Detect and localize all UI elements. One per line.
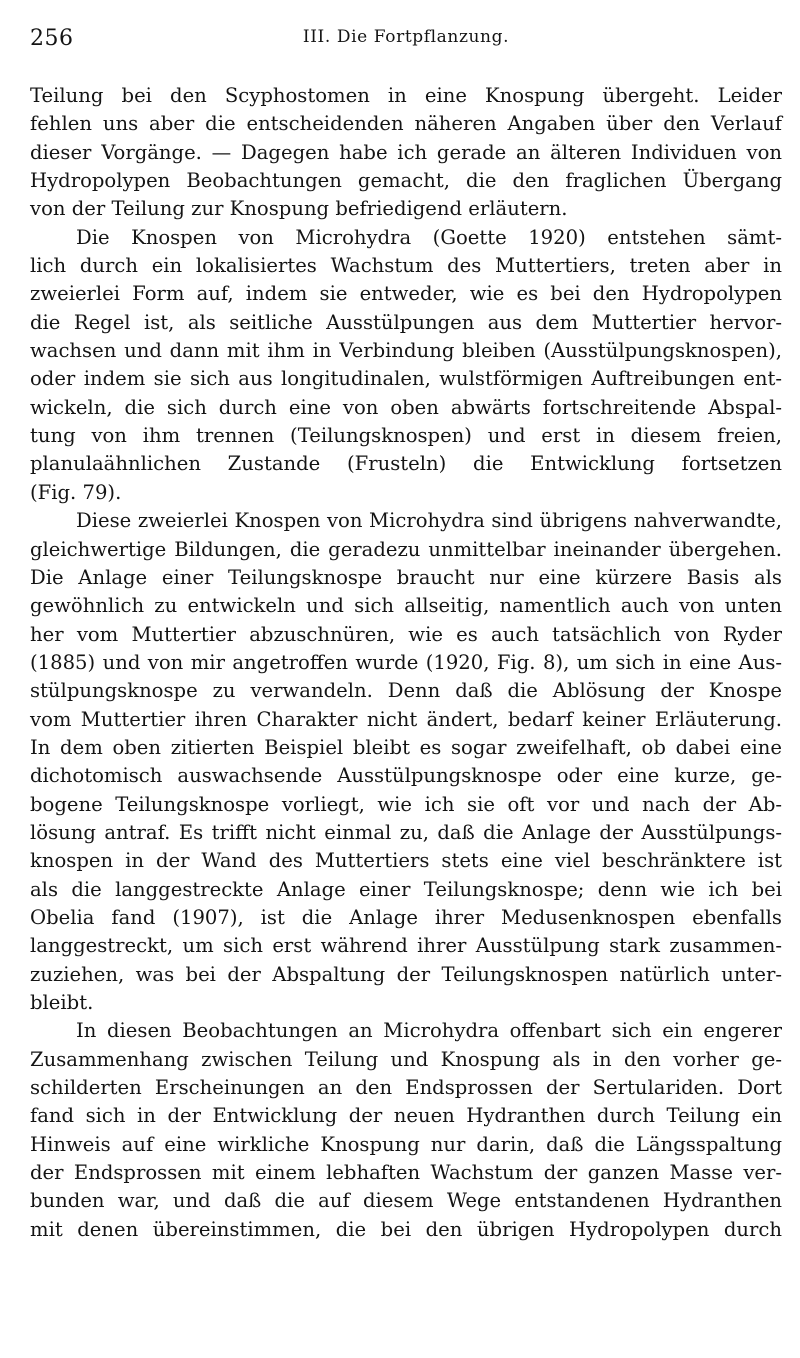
text-line: von der Teilung zur Knospung befriedigend erläutern. [30, 197, 568, 221]
text-line: Hydropolypen Beobachtungen gemacht, die den fraglichen Übergang [30, 169, 782, 193]
text-line: In diesen Beobachtungen an Microhydra offenbart sich ein engerer [76, 1019, 782, 1043]
text-line: langgestreckt, um sich erst während ihrer Ausstülpung stark zusammen- [30, 934, 782, 958]
text-line: Teilung bei den Scyphostomen in eine Knospung übergeht. Leider [30, 84, 782, 107]
text-line: her vom Muttertier abzuschnüren, wie es auch tatsächlich von Ryder [30, 622, 782, 646]
text-line: tung von ihm trennen (Teilungsknospen) und erst in diesem freien, [30, 424, 782, 448]
text-line: vom Muttertier ihren Charakter nicht ändert, bedarf keiner Erläuterung. [30, 707, 782, 731]
text-line: wickeln, die sich durch eine von oben abwärts fortschreitende Abspal- [30, 395, 782, 419]
text-line: wachsen und dann mit ihm in Verbindung bleiben (Ausstülpungsknospen), [30, 339, 782, 363]
text-line: In dem oben zitierten Beispiel bleibt es sogar zweifelhaft, ob dabei eine [30, 735, 782, 759]
text-line: bleibt. [30, 991, 94, 1014]
text-line: dieser Vorgänge. — Dagegen habe ich gerade an älteren Individuen von [30, 140, 782, 164]
text-line: gewöhnlich zu entwickeln und sich allseitig, namentlich auch von unten [30, 594, 782, 618]
text-line: zuziehen, was bei der Abspaltung der Teilungsknospen natürlich unter- [30, 962, 782, 986]
text-line: Die Knospen von Microhydra (Goette 1920) entstehen sämt- [76, 225, 782, 249]
page-header [30, 22, 782, 52]
text-line: (Fig. 79). [30, 480, 122, 504]
text-line: Zusammenhang zwischen Teilung und Knospung als in den vorher ge- [30, 1047, 782, 1071]
text-line: die Regel ist, als seitliche Ausstülpungen aus dem Muttertier hervor- [30, 310, 782, 334]
text-line: Die Anlage einer Teilungsknospe braucht nur eine kürzere Basis als [30, 565, 782, 589]
text-line: stülpungsknospe zu verwandeln. Denn daß die Ablösung der Knospe [30, 679, 782, 703]
text-line: dichotomisch auswachsende Ausstülpungsknospe oder eine kurze, ge- [30, 764, 782, 788]
body-text [30, 82, 782, 1244]
text-line: bunden war, und daß die auf diesem Wege entstandenen Hydranthen [30, 1189, 782, 1213]
text-line: planulaähnlichen Zustande (Frusteln) die Entwicklung fortsetzen [30, 452, 782, 476]
page-number: 256 [30, 26, 74, 51]
text-line: schilderten Erscheinungen an den Endsprossen der Sertulariden. Dort [30, 1076, 782, 1100]
text-line: lich durch ein lokalisiertes Wachstum des Muttertiers, treten aber in [30, 254, 782, 278]
text-line: Diese zweierlei Knospen von Microhydra sind übrigens nahverwandte, [76, 509, 782, 533]
text-line: Hinweis auf eine wirkliche Knospung nur darin, daß die Längsspaltung [30, 1132, 782, 1156]
running-head: III. Die Fortpflanzung. [302, 27, 510, 47]
text-line: oder indem sie sich aus longitudinalen, wulstförmigen Auftreibungen ent- [30, 367, 782, 391]
text-line: der Endsprossen mit einem lebhaften Wachstum der ganzen Masse ver- [30, 1161, 782, 1185]
text-line: knospen in der Wand des Muttertiers stets eine viel beschränktere ist [30, 849, 782, 873]
text-line: Obelia fand (1907), ist die Anlage ihrer Medusenknospen ebenfalls [30, 905, 782, 929]
text-line: als die langgestreckte Anlage einer Teilungsknospe; denn wie ich bei [30, 877, 782, 901]
book-page [30, 22, 782, 1244]
text-line: zweierlei Form auf, indem sie entweder, wie es bei den Hydropolypen [30, 282, 782, 306]
text-line: fehlen uns aber die entscheidenden näheren Angaben über den Verlauf [30, 112, 782, 136]
text-line: (1885) und von mir angetroffen wurde (1920, Fig. 8), um sich in eine Aus- [30, 650, 782, 674]
text-line: bogene Teilungsknospe vorliegt, wie ich sie oft vor und nach der Ab- [30, 792, 782, 816]
text-line: mit denen übereinstimmen, die bei den übrigen Hydropolypen durch [30, 1217, 782, 1241]
text-line: fand sich in der Entwicklung der neuen Hydranthen durch Teilung ein [30, 1104, 782, 1128]
text-line: gleichwertige Bildungen, die geradezu unmittelbar ineinander übergehen. [30, 537, 782, 561]
text-line: lösung antraf. Es trifft nicht einmal zu, daß die Anlage der Ausstülpungs- [30, 820, 782, 844]
